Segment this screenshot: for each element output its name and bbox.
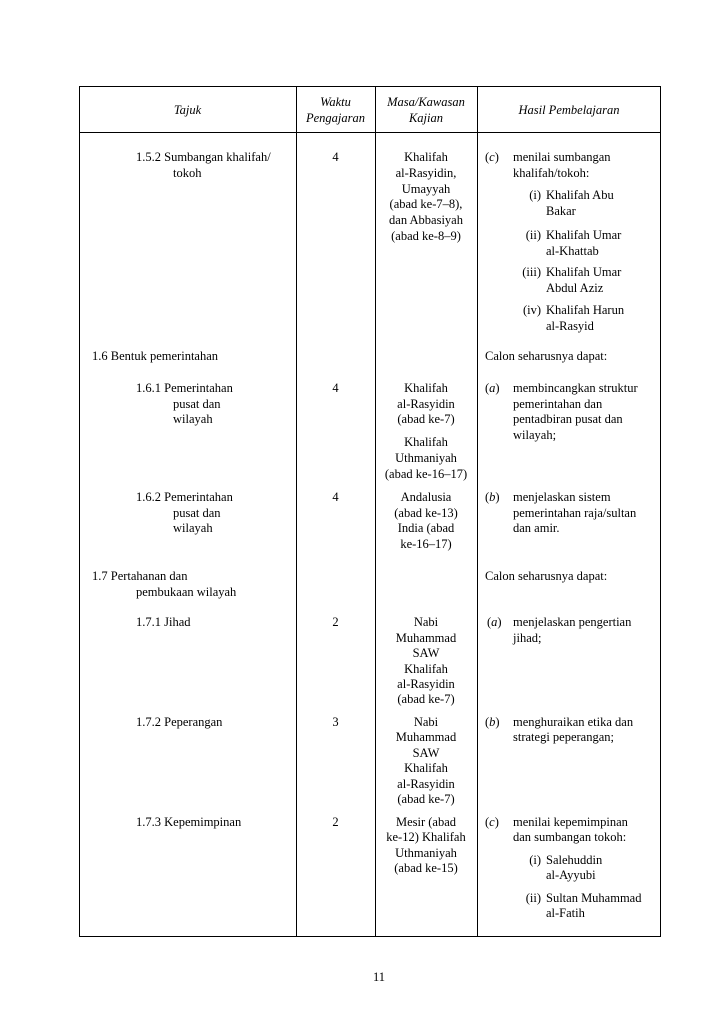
- period-text: al-Rasyidin: [397, 677, 455, 691]
- topic-title: wilayah: [173, 412, 213, 426]
- outcome-text: dan sumbangan tokoh:: [513, 830, 627, 844]
- sub-item-number: (i): [529, 188, 541, 202]
- outcome-text: menghuraikan etika dan: [513, 715, 634, 729]
- teaching-hours: 2: [332, 615, 339, 629]
- outcome-text: wilayah;: [513, 428, 557, 442]
- period-text: Khalifah: [404, 662, 448, 676]
- outcome-text: pemerintahan dan: [513, 397, 603, 411]
- outcome-text: menilai kepemimpinan: [513, 815, 628, 829]
- outcome-text: menjelaskan sistem: [513, 490, 611, 504]
- topic-title: 1.6.1 Pemerintahan: [136, 381, 233, 395]
- period-text: (abad ke-7–8),: [389, 197, 463, 211]
- outcome-text: menilai sumbangan: [513, 150, 611, 164]
- outcome-marker: (a): [487, 615, 502, 629]
- outcome-marker: (b): [485, 715, 500, 729]
- sub-item-number: (ii): [525, 891, 541, 905]
- teaching-hours: 4: [332, 490, 339, 504]
- teaching-hours: 4: [332, 150, 339, 164]
- period-text: al-Rasyidin: [397, 777, 455, 791]
- period-text: Muhammad: [395, 730, 457, 744]
- outcome-text: khalifah/tokoh:: [513, 166, 590, 180]
- period-text: Nabi: [413, 615, 439, 629]
- period-text: ke-16–17): [400, 537, 452, 551]
- topic-title: wilayah: [173, 521, 213, 535]
- header-masa: Kajian: [408, 111, 444, 125]
- topic-title: pusat dan: [173, 397, 221, 411]
- period-text: Khalifah: [404, 435, 448, 449]
- period-text: Nabi: [413, 715, 439, 729]
- period-text: (abad ke-7): [397, 412, 455, 426]
- outcome-text: membincangkan struktur: [513, 381, 638, 395]
- period-text: (abad ke-7): [397, 792, 455, 806]
- header-divider: [79, 132, 661, 133]
- topic-title: pusat dan: [173, 506, 221, 520]
- outcome-marker: (b): [485, 490, 500, 504]
- outcome-text: pemerintahan raja/sultan: [513, 506, 637, 520]
- sub-item-text: Abdul Aziz: [546, 281, 604, 295]
- topic-title: 1.6.2 Pemerintahan: [136, 490, 233, 504]
- period-text: Uthmaniyah: [395, 846, 457, 860]
- topic-title: tokoh: [173, 166, 202, 180]
- outcome-text: menjelaskan pengertian: [513, 615, 632, 629]
- outcome-marker: (c): [485, 150, 499, 164]
- topic-title: 1.7.3 Kepemimpinan: [136, 815, 242, 829]
- sub-item-text: al-Fatih: [546, 906, 585, 920]
- sub-item-number: (ii): [525, 228, 541, 242]
- sub-item-number: (i): [529, 853, 541, 867]
- sub-item-text: Khalifah Harun: [546, 303, 625, 317]
- section-title: pembukaan wilayah: [136, 585, 237, 599]
- section-outcome-intro: Calon seharusnya dapat:: [485, 349, 608, 363]
- outcome-text: strategi peperangan;: [513, 730, 614, 744]
- header-hasil: Hasil Pembelajaran: [518, 103, 620, 117]
- header-waktu: Waktu: [320, 95, 351, 109]
- topic-title: 1.5.2 Sumbangan khalifah/: [136, 150, 271, 164]
- outcome-marker: (c): [485, 815, 499, 829]
- sub-item-text: Bakar: [546, 204, 576, 218]
- outcome-text: dan amir.: [513, 521, 560, 535]
- period-text: (abad ke-15): [394, 861, 458, 875]
- period-text: Khalifah: [404, 150, 448, 164]
- topic-title: 1.7.2 Peperangan: [136, 715, 223, 729]
- outcome-text: jihad;: [513, 631, 542, 645]
- sub-item-text: al-Ayyubi: [546, 868, 596, 882]
- topic-title: 1.7.1 Jihad: [136, 615, 191, 629]
- sub-item-text: Khalifah Abu: [546, 188, 614, 202]
- sub-item-text: Khalifah Umar: [546, 265, 622, 279]
- period-text: ke-12) Khalifah: [386, 830, 466, 844]
- period-text: (abad ke-8–9): [391, 229, 461, 243]
- section-outcome-intro: Calon seharusnya dapat:: [485, 569, 608, 583]
- header-waktu: Pengajaran: [305, 111, 366, 125]
- column-divider-3: [477, 86, 478, 937]
- page-number: 11: [372, 970, 386, 984]
- period-text: SAW: [412, 746, 440, 760]
- column-divider-1: [296, 86, 297, 937]
- period-text: Khalifah: [404, 381, 448, 395]
- teaching-hours: 3: [332, 715, 339, 729]
- teaching-hours: 2: [332, 815, 339, 829]
- period-text: India (abad: [397, 521, 455, 535]
- header-masa: Masa/Kawasan: [387, 95, 465, 109]
- teaching-hours: 4: [332, 381, 339, 395]
- period-text: Mesir (abad: [395, 815, 457, 829]
- sub-item-text: Khalifah Umar: [546, 228, 622, 242]
- outcome-marker: (a): [485, 381, 500, 395]
- section-title: 1.7 Pertahanan dan: [92, 569, 188, 583]
- period-text: Umayyah: [401, 182, 451, 196]
- period-text: (abad ke-7): [397, 692, 455, 706]
- sub-item-text: Salehuddin: [546, 853, 603, 867]
- sub-item-number: (iv): [522, 303, 541, 317]
- period-text: Muhammad: [395, 631, 457, 645]
- sub-item-text: al-Khattab: [546, 244, 599, 258]
- period-text: al-Rasyidin,: [395, 166, 457, 180]
- header-tajuk: Tajuk: [173, 103, 202, 117]
- period-text: dan Abbasiyah: [389, 213, 463, 227]
- period-text: Andalusia: [400, 490, 452, 504]
- sub-item-number: (iii): [522, 265, 541, 279]
- sub-item-text: al-Rasyid: [546, 319, 594, 333]
- period-text: (abad ke-13): [394, 506, 458, 520]
- period-text: Khalifah: [404, 761, 448, 775]
- outcome-text: pentadbiran pusat dan: [513, 412, 623, 426]
- sub-item-text: Sultan Muhammad: [546, 891, 642, 905]
- period-text: al-Rasyidin: [397, 397, 455, 411]
- section-title: 1.6 Bentuk pemerintahan: [92, 349, 219, 363]
- period-text: Uthmaniyah: [395, 451, 457, 465]
- period-text: SAW: [412, 646, 440, 660]
- period-text: (abad ke-16–17): [384, 467, 468, 481]
